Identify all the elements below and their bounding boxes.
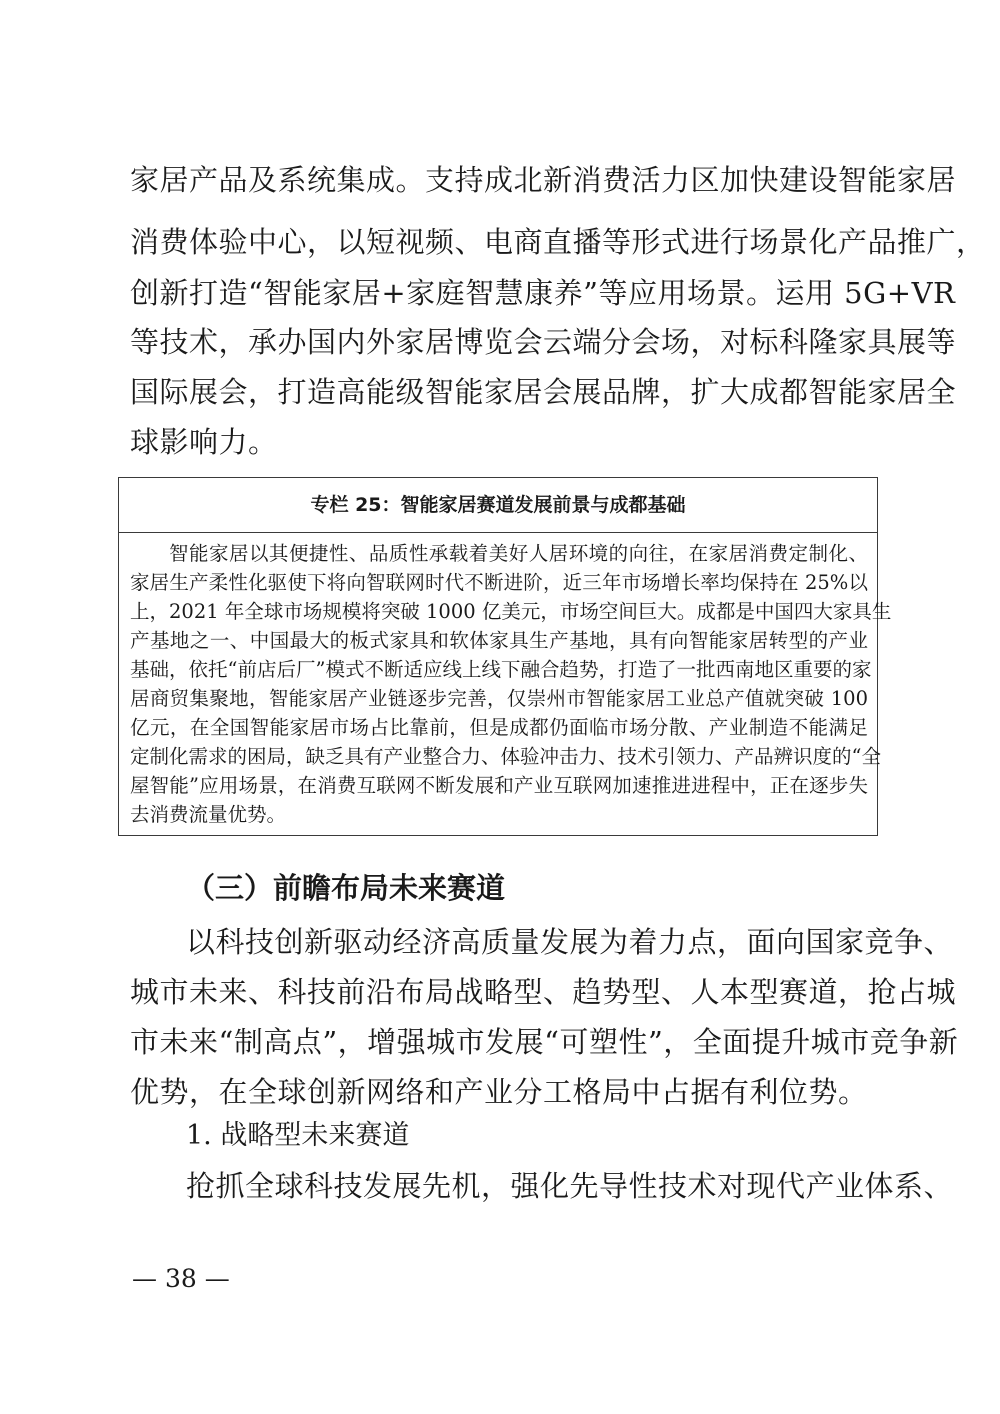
column-box <box>118 477 892 836</box>
paragraph-line: 等技术，承办国内外家居博览会云端分会场，对标科隆家具展等 <box>130 325 957 359</box>
column-box-line: 上，2021 年全球市场规模将突破 1000 亿美元，市场空间巨大。成都是中国四大家具生 <box>130 600 892 623</box>
page-number: — 38 — <box>132 1264 230 1293</box>
paragraph-line: 球影响力。 <box>130 425 278 459</box>
column-box-title: 专栏 25：智能家居赛道发展前景与成都基础 <box>119 478 877 533</box>
paragraph-line: 市未来“制高点”，增强城市发展“可塑性”，全面提升城市竞争新 <box>130 1025 959 1059</box>
section-heading: （三）前瞻布局未来赛道 <box>186 871 506 905</box>
column-box-line: 基础，依托“前店后厂”模式不断适应线上线下融合趋势，打造了一批西南地区重要的家 <box>130 658 872 681</box>
paragraph-line: 城市未来、科技前沿布局战略型、趋势型、人本型赛道，抢占城 <box>130 975 957 1009</box>
column-box-line: 屋智能”应用场景，在消费互联网不断发展和产业互联网加速推进进程中，正在逐步失 <box>130 774 868 797</box>
paragraph-line: 抢抓全球科技发展先机，强化先导性技术对现代产业体系、 <box>186 1169 954 1203</box>
paragraph-line: 消费体验中心，以短视频、电商直播等形式进行场景化产品推广， <box>130 225 986 259</box>
paragraph-line: 国际展会，打造高能级智能家居会展品牌，扩大成都智能家居全 <box>130 375 957 409</box>
paragraph-line: 家居产品及系统集成。支持成北新消费活力区加快建设智能家居 <box>130 163 957 197</box>
column-box-line: 居商贸集聚地，智能家居产业链逐步完善，仅崇州市智能家居工业总产值就突破 100 <box>130 687 868 710</box>
column-box-line: 产基地之一、中国最大的板式家具和软体家具生产基地，具有向智能家居转型的产业 <box>130 629 868 652</box>
subsection-heading: 1. 战略型未来赛道 <box>186 1120 410 1151</box>
column-box-line: 去消费流量优势。 <box>130 803 287 826</box>
paragraph-line: 创新打造“智能家居+家庭智慧康养”等应用场景。运用 5G+VR <box>130 276 956 310</box>
column-box-line: 亿元，在全国智能家居市场占比靠前，但是成都仍面临市场分散、产业制造不能满足 <box>130 716 868 739</box>
paragraph-line: 优势，在全球创新网络和产业分工格局中占据有利位势。 <box>130 1075 868 1109</box>
column-box-line: 家居生产柔性化驱使下将向智联网时代不断进阶，近三年市场增长率均保持在 25%以 <box>130 571 868 594</box>
column-box-line: 智能家居以其便捷性、品质性承载着美好人居环境的向往，在家居消费定制化、 <box>169 542 868 565</box>
paragraph-line: 以科技创新驱动经济高质量发展为着力点，面向国家竞争、 <box>186 925 954 959</box>
column-box-line: 定制化需求的困局，缺乏具有产业整合力、体验冲击力、技术引领力、产品辨识度的“全 <box>130 745 881 768</box>
